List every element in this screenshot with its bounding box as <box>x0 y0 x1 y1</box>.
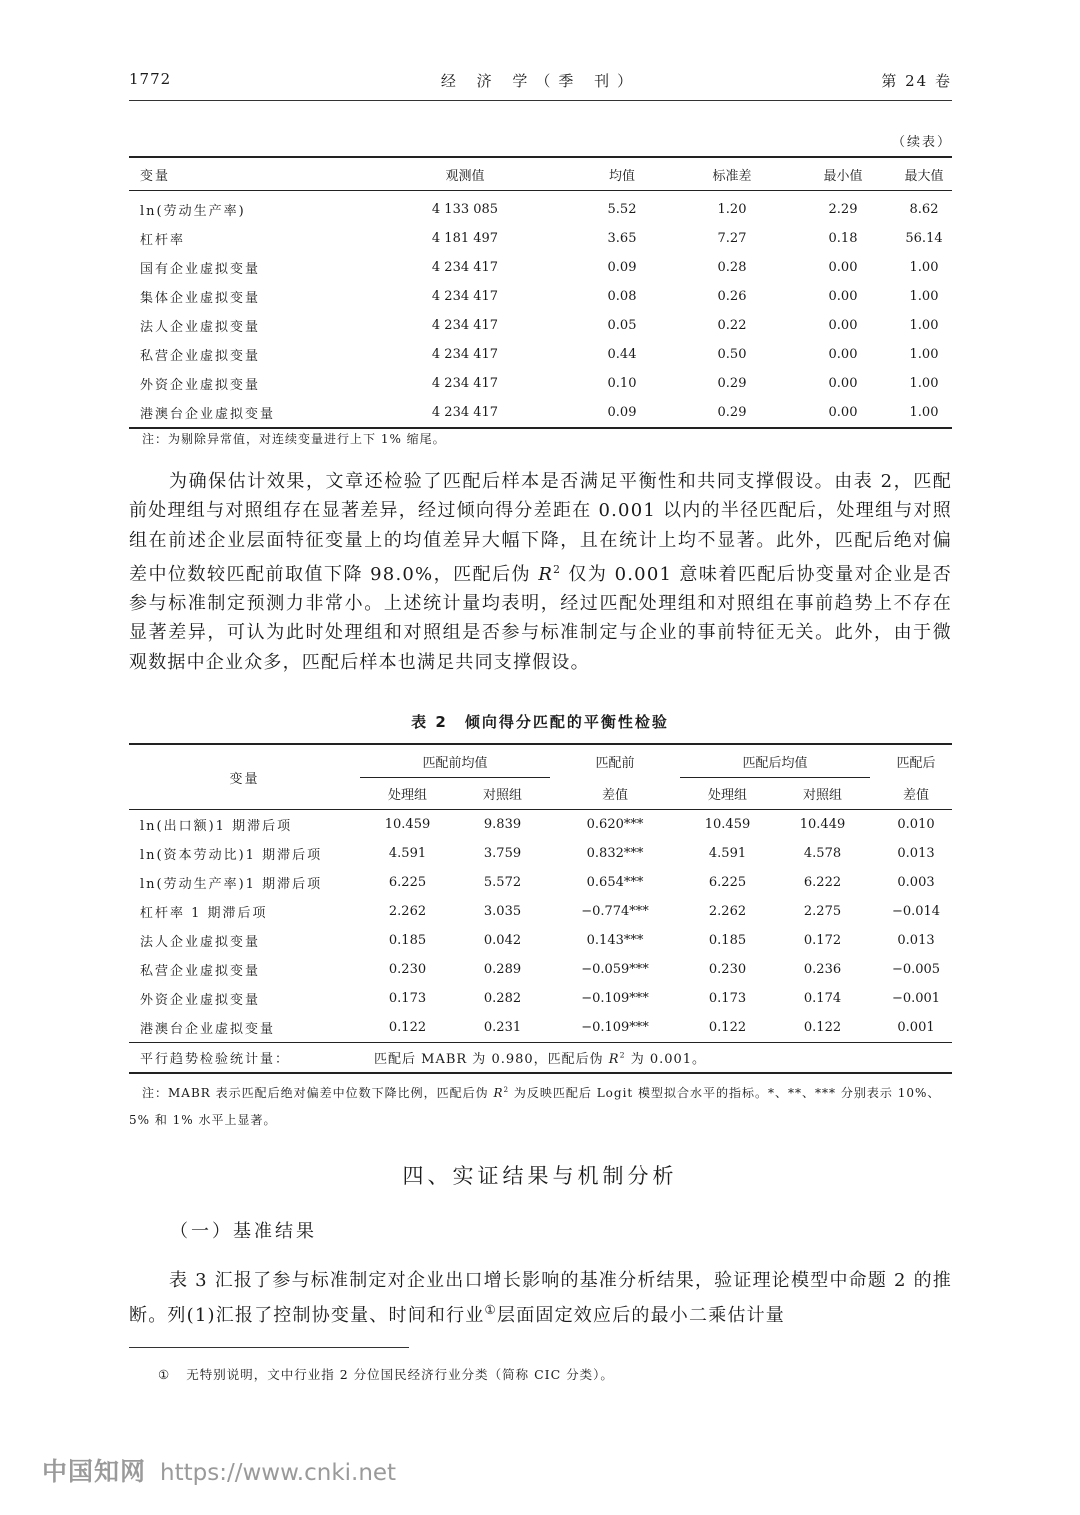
variable-name-cell: ln(资本劳动比)1 期滞后项 <box>140 848 323 863</box>
value-cell: 0.44 <box>607 347 637 362</box>
parallel-trend-value: 匹配后 MABR 为 0.980，匹配后伪 $R^2$ 为 0.001。 <box>374 1050 707 1067</box>
value-cell: 0.172 <box>803 933 842 948</box>
value-cell: 0.143*** <box>586 933 644 948</box>
variable-name-cell: 私营企业虚拟变量 <box>140 964 261 979</box>
table-row <box>129 224 952 253</box>
value-cell: 0.10 <box>607 376 637 391</box>
footnote <box>158 1365 614 1383</box>
watermark-url: https://www.cnki.net <box>160 1460 397 1486</box>
column-header: 变量 <box>140 168 171 184</box>
footnote-text: 无特别说明，文中行业指 2 分位国民经济行业分类（简称 CIC 分类）。 <box>186 1367 614 1382</box>
table-row <box>129 897 952 926</box>
column-header-post-diff: 匹配后 <box>896 755 936 771</box>
table-row <box>129 311 952 340</box>
table-row <box>129 1013 952 1043</box>
variable-name-cell: ln(劳动生产率) <box>140 204 246 219</box>
value-cell: 0.00 <box>828 405 858 420</box>
subsection-title: （一）基准结果 <box>170 1221 317 1242</box>
table-header-row <box>129 744 952 778</box>
table-header-row <box>129 157 952 191</box>
value-cell: 0.09 <box>607 405 637 420</box>
value-cell: 0.00 <box>828 376 858 391</box>
table-row <box>129 191 952 225</box>
value-cell: 4 234 417 <box>431 347 499 362</box>
table-row <box>129 839 952 868</box>
value-cell: 1.00 <box>909 405 939 420</box>
running-header <box>129 70 952 94</box>
value-cell: 10.459 <box>384 817 431 832</box>
column-header: 观测值 <box>445 168 485 184</box>
variable-name-cell: 国有企业虚拟变量 <box>140 262 261 277</box>
column-header-variable: 变量 <box>229 771 260 787</box>
table-row <box>129 340 952 369</box>
value-cell: 0.173 <box>708 991 747 1006</box>
value-cell: 0.173 <box>388 991 427 1006</box>
value-cell: −0.014 <box>891 904 941 919</box>
value-cell: 0.00 <box>828 289 858 304</box>
cnki-watermark <box>42 1452 396 1488</box>
value-cell: 0.185 <box>388 933 427 948</box>
variable-name-cell: 外资企业虚拟变量 <box>140 993 261 1008</box>
value-cell: 1.00 <box>909 318 939 333</box>
value-cell: 0.122 <box>708 1020 747 1035</box>
table2-caption: 表 2 倾向得分匹配的平衡性检验 <box>411 713 669 731</box>
variable-name-cell: 集体企业虚拟变量 <box>140 291 261 306</box>
column-header: 最小值 <box>823 168 863 184</box>
table-row <box>129 253 952 282</box>
value-cell: 0.654*** <box>586 875 644 890</box>
variable-name-cell: 港澳台企业虚拟变量 <box>140 1022 276 1037</box>
value-cell: 4 181 497 <box>431 231 499 246</box>
table2-note: 注：MABR 表示匹配后绝对偏差中位数下降比例，匹配后伪 $R^2$ 为反映匹配后 Logit 模型拟合水平的指标。*、**、*** 分别表示 10%、5% 和 1% 水平上显著。 <box>129 1085 941 1127</box>
value-cell: 9.839 <box>483 817 522 832</box>
value-cell: 4 234 417 <box>431 289 499 304</box>
column-header: 最大值 <box>904 168 944 184</box>
value-cell: 0.09 <box>607 260 637 275</box>
value-cell: 4 234 417 <box>431 405 499 420</box>
value-cell: 3.759 <box>483 846 522 861</box>
parallel-trend-label: 平行趋势检验统计量： <box>140 1052 291 1067</box>
value-cell: 1.00 <box>909 289 939 304</box>
table-row <box>129 984 952 1013</box>
value-cell: −0.059*** <box>581 962 649 977</box>
value-cell: 5.52 <box>607 202 637 217</box>
volume-label: 第 24 卷 <box>881 72 952 90</box>
value-cell: 3.035 <box>483 904 522 919</box>
variable-name-cell: ln(劳动生产率)1 期滞后项 <box>140 877 323 892</box>
variable-name-cell: ln(出口额)1 期滞后项 <box>140 819 293 834</box>
value-cell: 0.289 <box>483 962 522 977</box>
table-row <box>129 369 952 398</box>
value-cell: 0.22 <box>717 318 747 333</box>
value-cell: 7.27 <box>717 231 747 246</box>
value-cell: 0.29 <box>717 405 747 420</box>
table-row <box>129 282 952 311</box>
parallel-trend-row <box>129 1043 952 1074</box>
variable-name-cell: 外资企业虚拟变量 <box>140 378 261 393</box>
variable-name-cell: 法人企业虚拟变量 <box>140 320 261 335</box>
variable-name-cell: 港澳台企业虚拟变量 <box>140 407 276 422</box>
footnote-mark: ① <box>158 1367 171 1382</box>
value-cell: 0.042 <box>483 933 522 948</box>
value-cell: 4 133 085 <box>431 202 499 217</box>
column-header-control: 对照组 <box>482 788 522 803</box>
section-title: 四、实证结果与机制分析 <box>402 1164 678 1188</box>
value-cell: 0.122 <box>388 1020 427 1035</box>
column-group-pre-mean: 匹配前均值 <box>360 744 550 778</box>
value-cell: 6.222 <box>803 875 842 890</box>
value-cell: 0.832*** <box>586 846 644 861</box>
value-cell: 0.08 <box>607 289 637 304</box>
value-cell: −0.001 <box>891 991 941 1006</box>
value-cell: 10.459 <box>704 817 751 832</box>
value-cell: 3.65 <box>607 231 637 246</box>
column-header-pre-diff: 匹配前 <box>595 755 635 771</box>
column-header-treat: 处理组 <box>707 788 747 803</box>
column-header: 均值 <box>608 168 635 184</box>
body-paragraph: 为确保估计效果，文章还检验了匹配后样本是否满足平衡性和共同支撑假设。由表 2，匹配前处理组与对照组存在显著差异，经过倾向得分差距在 0.001 以内的半径匹配后，处理组与对照组在前述企业层面特征变量上的均值差异大幅下降，且在统计上均不显著。此外，匹配后绝对偏差中位数较匹配前取值下降 98.0%，匹配后伪 $R^2$ 仅为 0.001 意味着匹配后协变量对企业是否参与标准制定预测力非常小。上述统计量均表明，经过匹配处理组和对照组在事前趋势上不存在显著差异，可认为此时处理组和对照组是否参与标准制定与企业的事前特征无关。此外，由于微观数据中企业众多，匹配后样本也满足共同支撑假设。 <box>129 471 952 673</box>
value-cell: 4.578 <box>803 846 842 861</box>
balance-test-table <box>129 743 952 1074</box>
value-cell: 0.50 <box>717 347 747 362</box>
value-cell: 0.282 <box>483 991 522 1006</box>
value-cell: −0.005 <box>891 962 941 977</box>
value-cell: 0.185 <box>708 933 747 948</box>
value-cell: 10.449 <box>799 817 846 832</box>
value-cell: 0.00 <box>828 318 858 333</box>
value-cell: 1.20 <box>717 202 747 217</box>
watermark-brand: 中国知网 <box>42 1457 147 1486</box>
value-cell: 0.003 <box>897 875 935 890</box>
value-cell: 0.00 <box>828 260 858 275</box>
footnote-rule <box>129 1347 409 1348</box>
value-cell: 2.29 <box>828 202 858 217</box>
value-cell: 0.620*** <box>586 817 644 832</box>
value-cell: −0.774*** <box>581 904 649 919</box>
value-cell: 2.275 <box>803 904 842 919</box>
value-cell: 0.013 <box>897 933 935 948</box>
value-cell: 0.013 <box>897 846 935 861</box>
table-row <box>129 955 952 984</box>
value-cell: 2.262 <box>708 904 747 919</box>
column-group-post-mean: 匹配后均值 <box>680 744 870 778</box>
column-header-diff-label: 差值 <box>902 787 929 803</box>
journal-title: 经 济 学（季 刊） <box>440 72 641 90</box>
value-cell: 0.00 <box>828 347 858 362</box>
value-cell: 4 234 417 <box>431 376 499 391</box>
value-cell: 0.122 <box>803 1020 842 1035</box>
table-continued-label: （续表） <box>891 135 952 150</box>
value-cell: 6.225 <box>388 875 427 890</box>
value-cell: 0.230 <box>388 962 427 977</box>
variable-name-cell: 法人企业虚拟变量 <box>140 935 261 950</box>
value-cell: 5.572 <box>483 875 522 890</box>
variable-name-cell: 杠杆率 1 期滞后项 <box>140 906 268 921</box>
value-cell: 0.05 <box>607 318 637 333</box>
value-cell: 0.231 <box>483 1020 522 1035</box>
column-header-treat: 处理组 <box>387 788 427 803</box>
value-cell: 4.591 <box>388 846 427 861</box>
table-row <box>129 926 952 955</box>
column-header: 标准差 <box>712 168 752 184</box>
value-cell: −0.109*** <box>581 1020 649 1035</box>
value-cell: 1.00 <box>909 347 939 362</box>
value-cell: 0.236 <box>803 962 842 977</box>
table-row <box>129 810 952 840</box>
value-cell: 0.010 <box>897 817 935 832</box>
value-cell: 4.591 <box>708 846 747 861</box>
table-row <box>129 868 952 897</box>
summary-statistics-table <box>129 156 952 429</box>
value-cell: 2.262 <box>388 904 427 919</box>
header-rule <box>129 100 952 101</box>
value-cell: 0.174 <box>803 991 842 1006</box>
page-number: 1772 <box>129 70 172 88</box>
table-row <box>129 398 952 428</box>
value-cell: 6.225 <box>708 875 747 890</box>
value-cell: −0.109*** <box>581 991 649 1006</box>
column-header-diff-label: 差值 <box>601 787 628 803</box>
value-cell: 0.230 <box>708 962 747 977</box>
value-cell: 1.00 <box>909 260 939 275</box>
variable-name-cell: 杠杆率 <box>140 233 186 248</box>
value-cell: 0.28 <box>717 260 747 275</box>
value-cell: 0.29 <box>717 376 747 391</box>
value-cell: 1.00 <box>909 376 939 391</box>
value-cell: 0.18 <box>828 231 858 246</box>
column-header-control: 对照组 <box>802 788 842 803</box>
value-cell: 0.26 <box>717 289 747 304</box>
variable-name-cell: 私营企业虚拟变量 <box>140 349 261 364</box>
value-cell: 4 234 417 <box>431 260 499 275</box>
table1-note: 注：为剔除异常值，对连续变量进行上下 1% 缩尾。 <box>142 432 446 446</box>
value-cell: 0.001 <box>897 1020 935 1035</box>
body-paragraph: 表 3 汇报了参与标准制定对企业出口增长影响的基准分析结果，验证理论模型中命题 2 的推断。列(1)汇报了控制协变量、时间和行业①层面固定效应后的最小二乘估计量 <box>129 1270 952 1327</box>
value-cell: 56.14 <box>905 231 943 246</box>
value-cell: 4 234 417 <box>431 318 499 333</box>
value-cell: 8.62 <box>909 202 939 217</box>
